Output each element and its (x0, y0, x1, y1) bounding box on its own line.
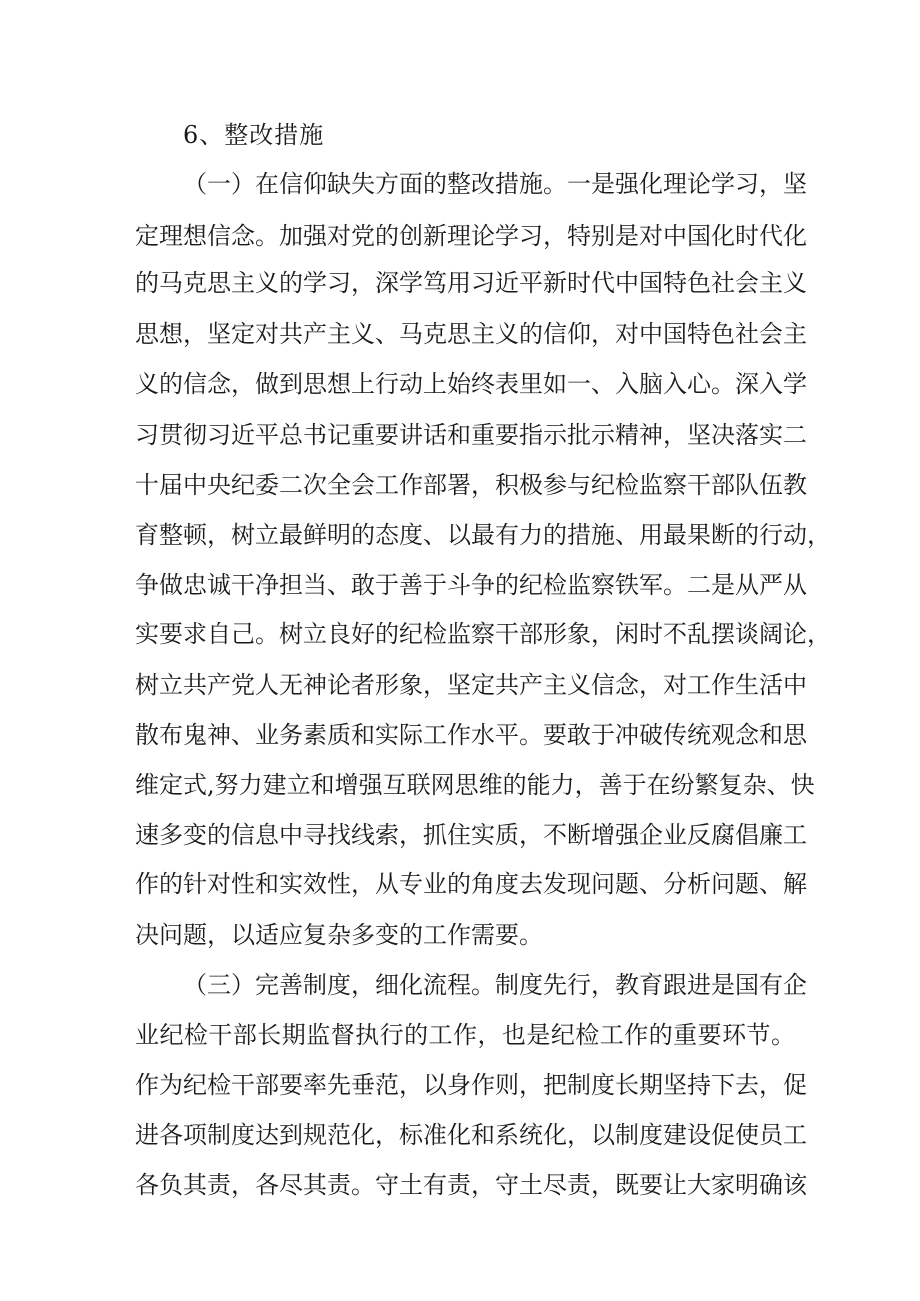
text-line: 争做忠诚干净担当、敢于善于斗争的纪检监察铁军。二是从严从 (135, 571, 807, 599)
text-line: 作为纪检干部要率先垂范，以身作则，把制度长期坚持下去，促 (135, 1071, 807, 1099)
text-line: 义的信念，做到思想上行动上始终表里如一、入脑入心。深入学 (135, 370, 807, 398)
text-line: 散布鬼神、业务素质和实际工作水平。要敢于冲破传统观念和思 (135, 721, 807, 749)
text-line: 进各项制度达到规范化，标准化和系统化，以制度建设促使员工 (135, 1121, 807, 1149)
text-line: 维定式,努力建立和增强互联网思维的能力，善于在纷繁复杂、快 (135, 771, 815, 799)
text-line: （三）完善制度，细化流程。制度先行，教育跟进是国有企 (183, 971, 807, 999)
text-line: 实要求自己。树立良好的纪检监察干部形象，闲时不乱摆谈阔论， (135, 620, 831, 648)
text-line: 育整顿，树立最鲜明的态度、以最有力的措施、用最果断的行动， (135, 521, 831, 549)
text-line: 业纪检干部长期监督执行的工作，也是纪检工作的重要环节。 (135, 1021, 795, 1049)
text-line: 速多变的信息中寻找线索，抓住实质，不断增强企业反腐倡廉工 (135, 821, 807, 849)
text-line: 各负其责，各尽其责。守土有责，守土尽责，既要让大家明确该 (135, 1171, 807, 1199)
text-line: 的马克思主义的学习，深学笃用习近平新时代中国特色社会主义 (135, 269, 807, 297)
text-line: 作的针对性和实效性，从专业的角度去发现问题、分析问题、解 (135, 870, 807, 898)
text-line: 十届中央纪委二次全会工作部署，积极参与纪检监察干部队伍教 (135, 471, 807, 499)
text-line: 习贯彻习近平总书记重要讲话和重要指示批示精神，坚决落实二 (135, 421, 807, 449)
section-heading: 6、整改措施 (183, 121, 325, 149)
text-line: （一）在信仰缺失方面的整改措施。一是强化理论学习，坚 (183, 170, 807, 198)
text-line: 树立共产党人无神论者形象，坚定共产主义信念，对工作生活中 (135, 671, 807, 699)
text-line: 决问题，以适应复杂多变的工作需要。 (135, 921, 543, 949)
text-line: 思想，坚定对共产主义、马克思主义的信仰，对中国特色社会主 (135, 320, 807, 348)
text-line: 定理想信念。加强对党的创新理论学习，特别是对中国化时代化 (135, 222, 807, 250)
